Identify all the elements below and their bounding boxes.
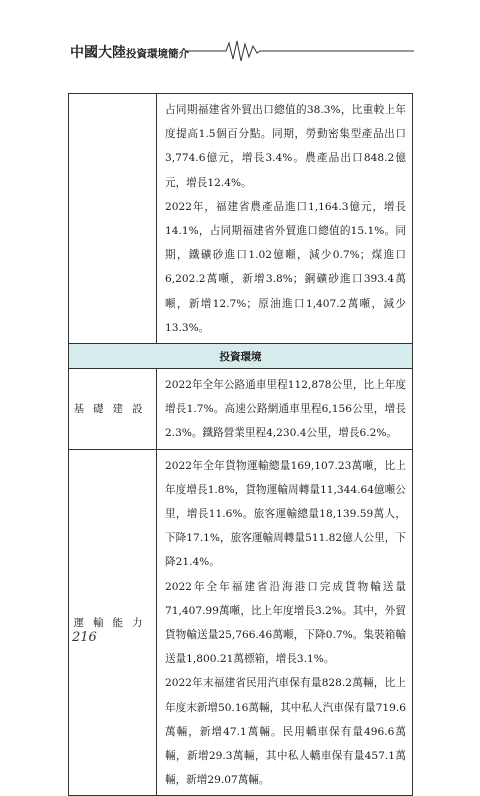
page-header — [70, 38, 430, 64]
row-label-transport: 運輸能力 — [69, 449, 157, 796]
intro-content-cell — [157, 94, 413, 344]
row-content-transport — [157, 449, 413, 796]
row-paragraph: 2022年全年貨物運輸總量169,107.23萬噸，比上年度增長1.8%，貨物運輸周轉量11,344.64億噸公里，增長11.6%。旅客運輸總量18,139.59萬人，下降17.1%，旅客運輸周轉量511.82億人公里，下降21.4%。 — [165, 459, 406, 569]
investment-environment-table — [68, 93, 413, 796]
table-row — [69, 449, 413, 796]
intro-paragraph: 2022年，福建省農產品進口1,164.3億元，增長14.1%，占同期福建省外貿進口總值的15.1%。同期，鐵礦砂進口1.02億噸，減少0.7%；煤進口6,202.2萬噸，新增3.8%；銅礦砂進口393.4萬噸，新增12.7%；原油進口1,407.2萬噸，減少13.3%。 — [165, 200, 406, 334]
row-paragraph: 2022年末福建省民用汽車保有量828.2萬輛，比上年度末新增50.16萬輛，其中私人汽車保有量719.6萬輛，新增47.1萬輛。民用轎車保有量496.6萬輛，新增29.3萬輛，其中私人轎車保有量457.1萬輛，新增29.07萬輛。 — [165, 677, 406, 787]
row-content-infrastructure — [157, 369, 413, 450]
header-title-sub: 投資環境簡介 — [126, 48, 189, 60]
intro-row — [69, 94, 413, 344]
intro-paragraph: 占同期福建省外貿出口總值的38.3%，比重較上年度提高1.5個百分點。同期，勞動密集型產品出口3,774.6億元，增長3.4%。農產品出口848.2億元，增長12.4%。 — [165, 104, 406, 189]
page-number: 216 — [72, 630, 97, 645]
section-header-row — [69, 344, 413, 369]
row-paragraph: 2022年全年公路通車里程112,878公里，比上年度增長1.7%。高速公路網通車里程6,156公里，增長2.3%。鐵路營業里程4,230.4公里，增長6.2%。 — [165, 379, 406, 440]
header-title-main: 中國大陸 — [70, 45, 126, 61]
table-row — [69, 369, 413, 450]
intro-label-cell — [69, 94, 157, 344]
row-paragraph: 2022年全年福建省沿海港口完成貨物輸送量71,407.99萬噸，比上年度增長3.2%。其中，外貿貨物輸送量25,766.46萬噸，下降0.7%。集裝箱輸送量1,800.21萬標箱，增長3.1%。 — [165, 580, 406, 666]
row-label-infrastructure: 基礎建設 — [69, 369, 157, 450]
heartbeat-line-icon — [70, 38, 430, 64]
section-header: 投資環境 — [69, 344, 413, 369]
